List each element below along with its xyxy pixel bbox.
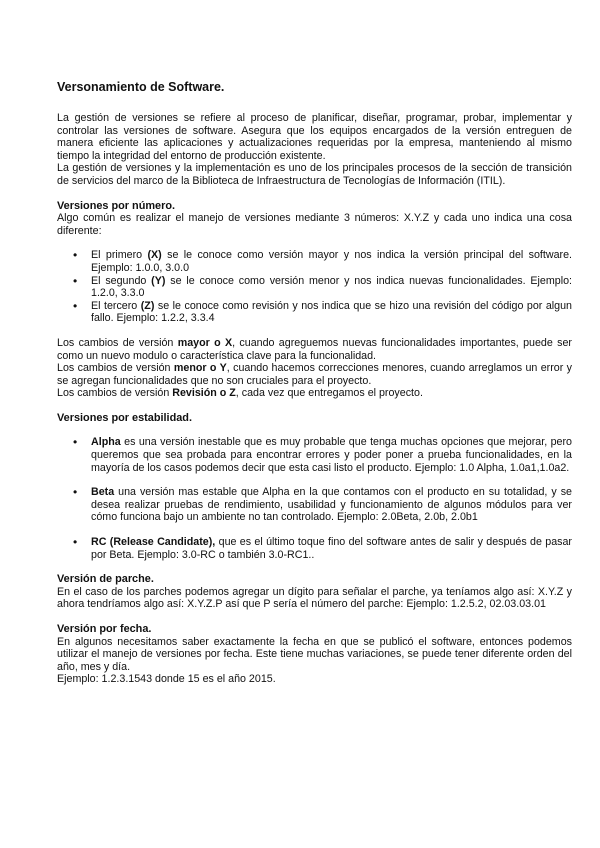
numero-intro: Algo común es realizar el manejo de versiones mediante 3 números: X.Y.Z y cada uno indica una cosa diferente: [57, 212, 572, 237]
section-heading-estabilidad: Versiones por estabilidad. [57, 411, 192, 424]
estabilidad-list [57, 436, 572, 474]
section-heading-parche: Versión de parche. [57, 573, 154, 586]
list-item: • El primero (X) se le conoce como versión mayor y nos indica la versión principal del software. Ejemplo: 1.0.0, 3.0.0 [57, 249, 572, 274]
list-item: • Beta una versión mas estable que Alpha en la que contamos con el producto en su totalidad, y se desea realizar pruebas de rendimiento, usabilidad y funcionamiento de algunos módulos para ver cómo funciona bajo un ambiente no tan controlado. Ejemplo: 2.0Beta, 2.0b, 2.0b1 [57, 486, 572, 524]
intro-paragraph-1: La gestión de versiones se refiere al proceso de planificar, diseñar, programar, probar, implementar y controlar las versiones de software. Asegura que los equipos encargados de la versión entreguen de manera eficiente las aplicaciones y actualizaciones requeridas por la empresa, manteniendo al mismo tiempo la integridad del entorno de producción existente. [57, 112, 572, 162]
numero-list [57, 249, 572, 325]
estabilidad-list-beta [57, 486, 572, 524]
estabilidad-list-rc [57, 536, 572, 561]
document-page [57, 80, 572, 686]
list-item: • Alpha es una versión inestable que es muy probable que tenga muchas opciones que mejorar, pero queremos que sea probada para encontrar errores y poder poner a prueba funcionalidades, en la mayoría de los casos podemos decir que esta casi listo el producto. Ejemplo: 1.0 Alpha, 1.0a1,1.0a2. [57, 436, 572, 474]
section-heading-fecha: Versión por fecha. [57, 623, 152, 635]
list-item: • El tercero (Z) se le conoce como revisión y nos indica que se hizo una revisión del código por algun fallo. Ejemplo: 1.2.2, 3.3.4 [57, 300, 572, 325]
cambios-mayor: Los cambios de versión mayor o X, cuando agreguemos nuevas funcionalidades importantes, puede ser como un nuevo modulo o característica clave para la funcionalidad. [57, 336, 572, 362]
cambios-revision: Los cambios de versión Revisión o Z, cada vez que entregamos el proyecto. [57, 387, 423, 400]
document-title: Versonamiento de Software. [57, 80, 225, 94]
list-item: • RC (Release Candidate), que es el último toque fino del software antes de salir y después de pasar por Beta. Ejemplo: 3.0-RC o también 3.0-RC1.. [57, 536, 572, 561]
section-heading-numero: Versiones por número. [57, 199, 176, 212]
intro-paragraph-2: La gestión de versiones y la implementación es uno de los principales procesos de la sección de transición de servicios del marco de la Biblioteca de Infraestructura de Tecnologías de Información (ITIL). [57, 162, 572, 187]
parche-text: En el caso de los parches podemos agregar un dígito para señalar el parche, ya teníamos algo así: X.Y.Z y ahora tendríamos algo así: X.Y.Z.P así que P sería el número del parche: Ejemplo: 1.2.5.2, 02.03.03.01 [57, 585, 572, 611]
fecha-text: En algunos necesitamos saber exactamente la fecha en que se publicó el software, entonces podemos utilizar el manejo de versiones por fecha. Este tiene muchas variaciones, se puede tener diferente orden del año, mes y día. [57, 635, 572, 673]
fecha-example: Ejemplo: 1.2.3.1543 donde 15 es el año 2015. [57, 673, 276, 686]
cambios-menor: Los cambios de versión menor o Y, cuando hacemos correcciones menores, cuando arreglamos un error y se agregan funcionalidades que no son cruciales para el proyecto. [57, 362, 572, 387]
list-item: • El segundo (Y) se le conoce como versión menor y nos indica nuevas funcionalidades. Ejemplo: 1.2.0, 3.3.0 [57, 275, 572, 300]
